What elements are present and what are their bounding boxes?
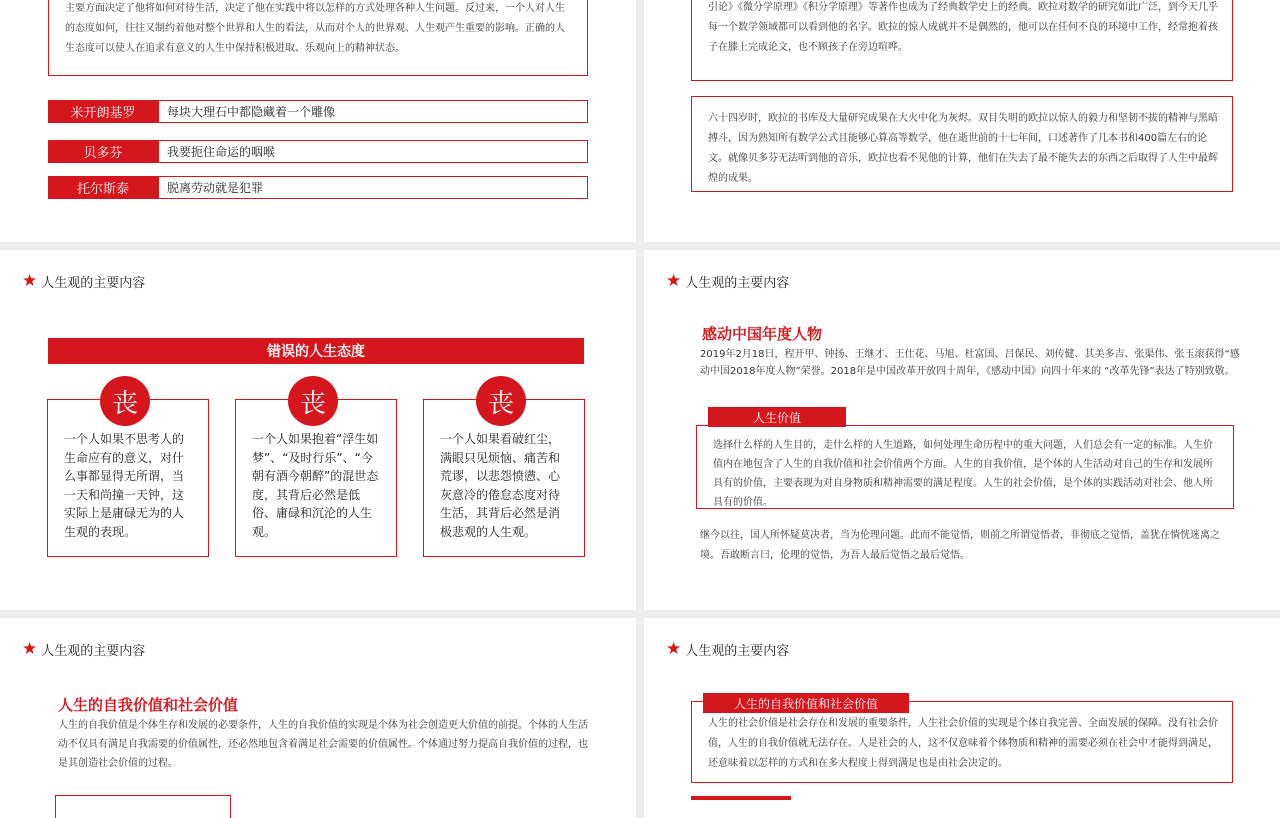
section-title-text: 人生观的主要内容 xyxy=(41,644,146,659)
life-value-text: 选择什么样的人生目的，走什么样的人生道路，如何处理生命历程中的重大问题，人们总会有一定的标准。人生价值内在地包含了人生的自我价值和社会价值两个方面。人生的自我价值，是个体的人生活动对自己的生存和发展所具有的价值，主要表现为对自身物质和精神需要的满足程度。人生的社会价值，是个体的实践活动对社会、他人所具有的价值。 xyxy=(713,440,1213,508)
touching-china-intro: 2019年2月18日，程开甲、钟扬、王继才、王仕花、马旭、杜富国、吕保民、刘传健、其美多吉、张渠伟、张玉滚获得“感动中国2018年度人物”荣誉。2018年是中国改革开放四十周年，《感动中国》向四十年来的 “改革先锋”表达了特别致敬。 xyxy=(700,349,1240,377)
self-value-paragraph: 人生的自我价值是个体生存和发展的必要条件，人生的自我价值的实现是个体为社会创造更大价值的前提。个体的人生活动不仅具有满足自我需要的价值属性，还必然地包含着满足社会需要的价值属性。个体通过努力提高自我价值的过程，也是其创造社会价值的过程。 xyxy=(58,720,588,769)
life-value-tab: 人生价值 xyxy=(708,407,846,427)
touching-china-heading: 感动中国年度人物 xyxy=(702,325,823,343)
star-icon: ★ xyxy=(666,271,682,291)
quote-text: 脱离劳动就是犯罪 xyxy=(158,176,588,199)
section-title-text: 人生观的主要内容 xyxy=(41,276,146,291)
life-value-box xyxy=(696,425,1234,509)
sad-char-icon: 丧 xyxy=(288,376,338,426)
section-title xyxy=(666,272,789,291)
euler-paragraph-1: 引论》《微分学原理》《积分学原理》等著作也成为了经典数学史上的经典。欧拉对数学的研究如此广泛，到今天几乎每一个数学领域都可以看到他的名字。欧拉的惊人成就并不是偶然的，他可以在任何不良的环境中工作，经常抱着孩子在膝上完成论文，也不顾孩子在旁边喧哗。 xyxy=(708,2,1218,53)
slide-life-attitude-quotes xyxy=(0,0,636,242)
slide-touching-china xyxy=(644,250,1280,610)
sad-char-icon: 丧 xyxy=(476,376,526,426)
attitude-card-text: 一个人如果不思考人的生命应有的意义，对什么事都显得无所谓，当一天和尚撞一天钟，这实际上是庸碌无为的人生观的表现。 xyxy=(64,432,185,539)
euler-box-2 xyxy=(691,96,1233,192)
slide-self-social-value xyxy=(0,618,636,818)
ethics-quote: 继今以往，国人所怀疑莫决者，当为伦理问题。此而不能觉悟，则前之所谓觉悟者，非彻底之觉悟，盖犹在惝恍迷离之境。吾敢断言曰，伦理的觉悟，为吾人最后觉悟之最后觉悟。 xyxy=(700,530,1220,561)
attitude-card-text: 一个人如果抱着“浮生如梦”、“及时行乐”、“今朝有酒今朝醉”的混世态度，其背后必然是低俗、庸碌和沉沦的人生观。 xyxy=(252,432,379,539)
quote-name-tag: 托尔斯泰 xyxy=(48,176,158,199)
star-icon: ★ xyxy=(22,639,38,659)
quote-text: 我要扼住命运的咽喉 xyxy=(158,140,588,163)
quote-name-tag: 米开朗基罗 xyxy=(48,100,158,123)
attitude-paragraph: 主要方面决定了他将如何对待生活，决定了他在实践中将以怎样的方式处理各种人生问题。反过来，一个人对人生的态度如何，往往又制约着他对整个世界和人生的看法，从而对个人的世界观、人生观产生重要的影响。正确的人生态度可以使人在追求有意义的人生中保持积极进取、乐观向上的精神状态。 xyxy=(65,3,565,54)
sad-char-icon: 丧 xyxy=(100,376,150,426)
euler-box-1 xyxy=(691,0,1233,81)
section-title-text: 人生观的主要内容 xyxy=(685,644,790,659)
quote-name-tag: 贝多芬 xyxy=(48,140,158,163)
next-bar xyxy=(691,796,791,800)
slide-social-value xyxy=(644,618,1280,818)
attitude-card-text: 一个人如果看破红尘，满眼只见烦恼、痛苦和荒谬，以悲怨愤懑、心灰意冷的倦怠态度对待生活，其背后必然是消极悲观的人生观。 xyxy=(440,432,561,539)
slide-wrong-attitudes xyxy=(0,250,636,610)
quote-text: 每块大理石中都隐藏着一个雕像 xyxy=(158,100,588,123)
star-icon: ★ xyxy=(666,639,682,659)
paragraph-box xyxy=(48,0,588,76)
section-title-text: 人生观的主要内容 xyxy=(685,276,790,291)
social-value-box xyxy=(691,701,1233,783)
next-box xyxy=(55,795,231,818)
section-title xyxy=(22,272,145,291)
star-icon: ★ xyxy=(22,271,38,291)
euler-paragraph-2: 六十四岁时，欧拉的书库及大量研究成果在大火中化为灰烬。双目失明的欧拉以惊人的毅力和坚韧不拔的精神与黑暗搏斗，因为熟知所有数学公式且能够心算高等数学，他在逝世前的十七年间，口述著作了几本书和400篇左右的论文。就像贝多芬无法听到他的音乐，欧拉也看不见他的计算，他们在失去了最不能失去的东西之后取得了人生中最辉煌的成果。 xyxy=(708,113,1218,184)
section-title xyxy=(22,640,145,659)
social-value-tab: 人生的自我价值和社会价值 xyxy=(703,693,909,713)
social-value-text: 人生的社会价值是社会存在和发展的重要条件，人生社会价值的实现是个体自我完善、全面发展的保障。没有社会价值，人生的自我价值就无法存在。人是社会的人，这不仅意味着个体物质和精神的需要必须在社会中才能得到满足，还意味着以怎样的方式和在多大程度上得到满足也是由社会决定的。 xyxy=(708,718,1218,769)
self-social-value-heading: 人生的自我价值和社会价值 xyxy=(58,696,239,714)
slide-euler-story xyxy=(644,0,1280,242)
wrong-attitude-banner: 错误的人生态度 xyxy=(48,338,584,364)
section-title xyxy=(666,640,789,659)
